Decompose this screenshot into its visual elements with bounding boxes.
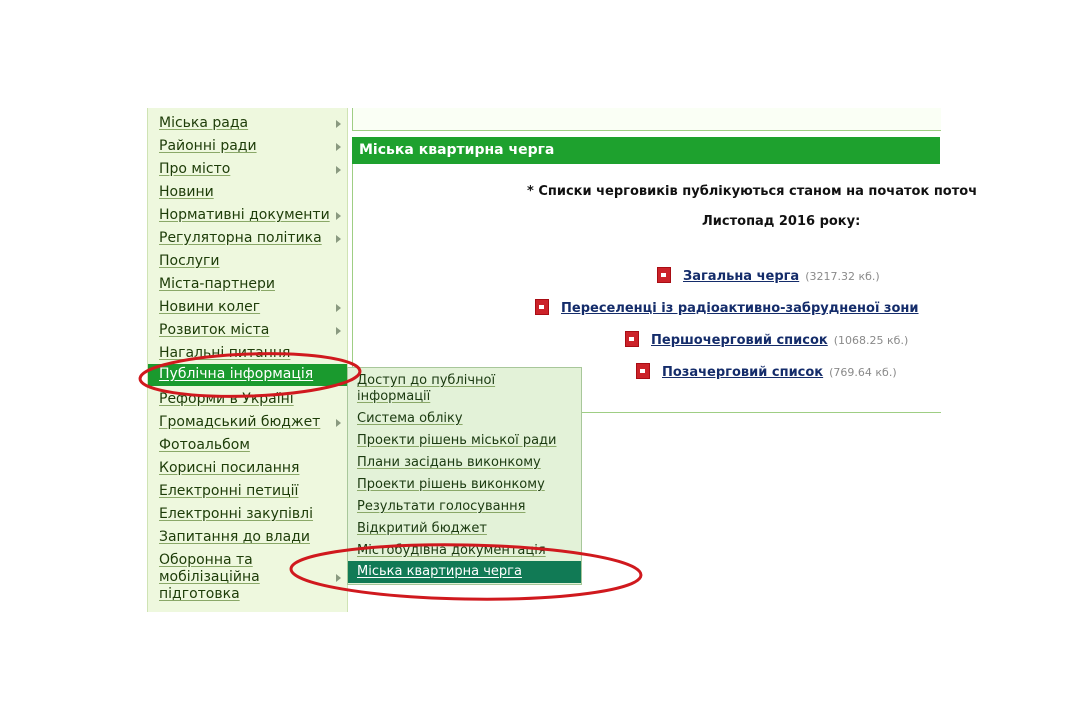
sidebar-item-label: Районні ради — [159, 138, 257, 154]
file-row — [535, 298, 919, 314]
sidebar-item-label: Оборонна та мобілізаційна підготовка — [159, 552, 260, 602]
sidebar-item-useful-links[interactable] — [159, 460, 299, 477]
sidebar-item-label: Запитання до влади — [159, 529, 310, 545]
sidebar-item-label: Нормативні документи — [159, 207, 330, 223]
period-label: Листопад 2016 року: — [702, 214, 861, 229]
pdf-icon — [535, 299, 549, 315]
chevron-right-icon — [336, 235, 341, 243]
sidebar-item-label: Громадський бюджет — [159, 414, 321, 430]
sidebar-item-questions-to-authorities[interactable] — [159, 529, 310, 546]
sidebar-item-label: Міська рада — [159, 115, 249, 131]
sidebar-item-regulatory-policy[interactable] — [159, 230, 322, 247]
chevron-right-icon — [336, 304, 341, 312]
file-link-resettlers[interactable]: Переселенці із радіоактивно-забрудненої зони — [561, 301, 919, 316]
sidebar-menu — [147, 108, 348, 612]
pdf-icon — [657, 267, 671, 283]
section-title: Міська квартирна черга — [359, 142, 555, 158]
sidebar-item-label: Новини — [159, 184, 214, 200]
file-size: (3217.32 кб.) — [805, 270, 880, 283]
submenu-item-open-budget[interactable]: Відкритий бюджет — [357, 521, 487, 536]
sidebar-item-label: Про місто — [159, 161, 231, 177]
sidebar-item-label: Міста-партнери — [159, 276, 275, 292]
file-row — [625, 330, 908, 346]
sidebar-item-label: Послуги — [159, 253, 220, 269]
sidebar-item-label: Електронні петиції — [159, 483, 299, 499]
submenu-item-executive-meeting-plans[interactable]: Плани засідань виконкому — [357, 455, 541, 470]
sidebar-item-district-councils[interactable] — [159, 138, 257, 155]
file-link-general-queue[interactable]: Загальна черга — [683, 269, 800, 284]
sidebar-item-label: Фотоальбом — [159, 437, 250, 453]
chevron-right-icon — [336, 574, 341, 582]
submenu-item-voting-results[interactable]: Результати голосування — [357, 499, 526, 514]
submenu-item-city-housing-queue[interactable] — [348, 561, 581, 583]
sidebar-item-label: Реформи в Україні — [159, 391, 294, 407]
chevron-right-icon — [336, 143, 341, 151]
sidebar-item-city-development[interactable] — [159, 322, 269, 339]
sidebar-item-photo-album[interactable] — [159, 437, 250, 454]
sidebar-item-public-budget[interactable] — [159, 414, 320, 431]
sidebar-item-city-council[interactable] — [159, 115, 248, 132]
submenu-item-access-public-info[interactable]: Доступ до публічної інформації — [357, 373, 496, 404]
sidebar-item-services[interactable] — [159, 253, 219, 270]
chevron-right-icon — [336, 419, 341, 427]
sidebar-item-regulatory-documents[interactable] — [159, 207, 330, 224]
sidebar-item-label: Регуляторна політика — [159, 230, 322, 246]
public-information-submenu — [347, 367, 582, 585]
file-size: (769.64 кб.) — [829, 366, 897, 379]
sidebar-item-partner-cities[interactable] — [159, 276, 275, 293]
sidebar-item-public-information[interactable] — [148, 364, 347, 386]
sidebar-item-label: Новини колег — [159, 299, 261, 315]
file-size: (1068.25 кб.) — [833, 334, 909, 347]
sidebar-item-e-procurement[interactable] — [159, 506, 313, 523]
sidebar-item-urgent-issues[interactable] — [159, 345, 290, 362]
sidebar-item-label: Публічна інформація — [159, 366, 314, 382]
pdf-icon — [636, 363, 650, 379]
sidebar-item-news[interactable] — [159, 184, 214, 201]
pdf-icon — [625, 331, 639, 347]
submenu-item-council-draft-decisions[interactable]: Проекти рішень міської ради — [357, 433, 557, 448]
chevron-right-icon — [336, 327, 341, 335]
submenu-item-label: Міська квартирна черга — [357, 564, 522, 579]
chevron-right-icon — [336, 120, 341, 128]
file-link-out-of-turn-list[interactable]: Позачерговий список — [662, 365, 824, 380]
sidebar-item-label: Розвиток міста — [159, 322, 270, 338]
sidebar-item-about-city[interactable] — [159, 161, 230, 178]
sidebar-item-defense-mobilization[interactable] — [159, 552, 319, 603]
file-row — [636, 362, 897, 378]
chevron-right-icon — [336, 212, 341, 220]
publication-notice: * Списки черговиків публікуються станом на початок поточ — [527, 184, 978, 199]
file-link-priority-list[interactable]: Першочерговий список — [651, 333, 828, 348]
sidebar-item-label: Електронні закупівлі — [159, 506, 314, 522]
file-row — [657, 266, 880, 282]
sidebar-item-reforms[interactable] — [159, 391, 294, 408]
submenu-item-accounting-system[interactable]: Система обліку — [357, 411, 463, 426]
sidebar-item-e-petitions[interactable] — [159, 483, 298, 500]
sidebar-item-label: Корисні посилання — [159, 460, 300, 476]
sidebar-item-label: Нагальні питання — [159, 345, 291, 361]
sidebar-item-colleagues-news[interactable] — [159, 299, 260, 316]
submenu-item-urban-planning-docs[interactable]: Містобудівна документація — [357, 543, 546, 558]
section-header — [352, 137, 940, 164]
submenu-item-executive-draft-decisions[interactable]: Проекти рішень виконкому — [357, 477, 545, 492]
chevron-right-icon — [336, 166, 341, 174]
top-content-box — [352, 108, 941, 131]
